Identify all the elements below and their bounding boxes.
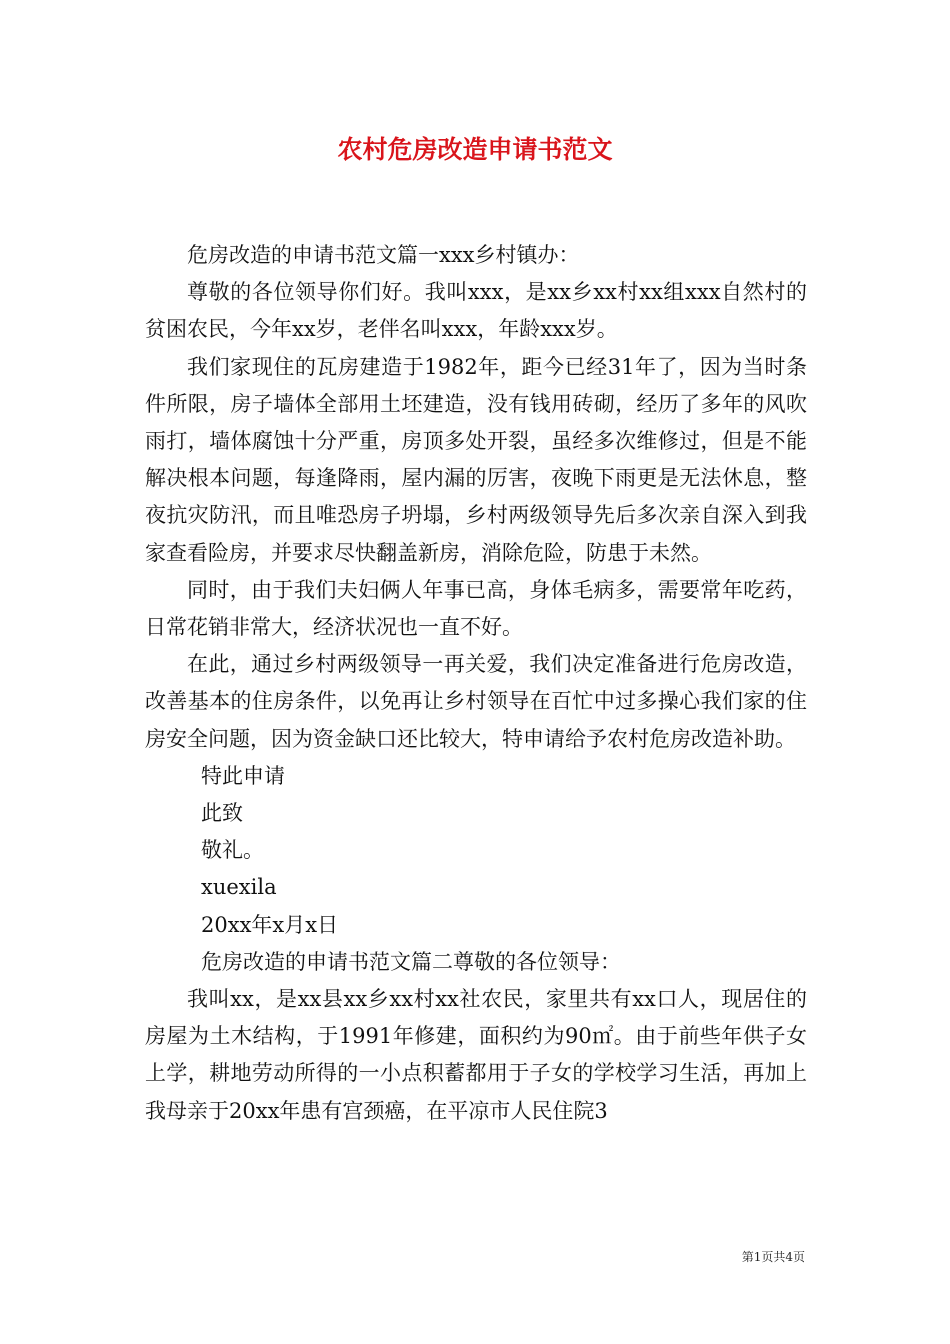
section-1-paragraph-3: 同时，由于我们夫妇俩人年事已高，身体毛病多，需要常年吃药，日常花销非常大，经济状况也一直不好。 (145, 577, 807, 640)
document-body (145, 237, 807, 1130)
closing-salutation-2: 敬礼。 (201, 838, 264, 863)
section-2-paragraph-1: 我叫xx，是xx县xx乡xx村xx社农民，家里共有xx口人，现居住的房屋为土木结构，于1991年修建，面积约为90㎡。由于前些年供子女上学，耕地劳动所得的一小点积蓄都用于子女的学校学习生活，再加上我母亲于20xx年患有宫颈癌，在平凉市人民住院3 (145, 987, 807, 1123)
section-1-paragraph-4: 在此，通过乡村两级领导一再关爱，我们决定准备进行危房改造，改善基本的住房条件，以免再让乡村领导在百忙中过多操心我们家的住房安全问题，因为资金缺口还比较大，特申请给予农村危房改造补助。 (145, 652, 807, 751)
section-2-heading: 危房改造的申请书范文篇二尊敬的各位领导： (201, 949, 621, 974)
page-title: 农村危房改造申请书范文 (337, 135, 613, 164)
page-indicator: 第1页共4页 (741, 1250, 805, 1264)
closing-salutation-1: 此致 (201, 801, 243, 826)
section-1-paragraph-2: 我们家现住的瓦房建造于1982年，距今已经31年了，因为当时条件所限，房子墙体全部用土坯建造，没有钱用砖砌，经历了多年的风吹雨打，墙体腐蚀十分严重，房顶多处开裂，虽经多次维修过，但是不能解决根本问题，每逢降雨，屋内漏的厉害，夜晚下雨更是无法休息，整夜抗灾防汛，而且唯恐房子坍塌，乡村两级领导先后多次亲自深入到我家查看险房，并要求尽快翻盖新房，消除危险，防患于未然。 (145, 354, 807, 565)
section-1-paragraph-1: 尊敬的各位领导你们好。我叫xxx，是xx乡xx村xx组xxx自然村的贫困农民，今年xx岁，老伴名叫xxx，年龄xxx岁。 (145, 280, 807, 342)
closing-request: 特此申请 (201, 763, 285, 788)
date-line: 20xx年x月x日 (201, 912, 339, 937)
signature: xuexila (201, 875, 277, 900)
section-1-heading: 危房改造的申请书范文篇一xxx乡村镇办： (187, 243, 580, 267)
